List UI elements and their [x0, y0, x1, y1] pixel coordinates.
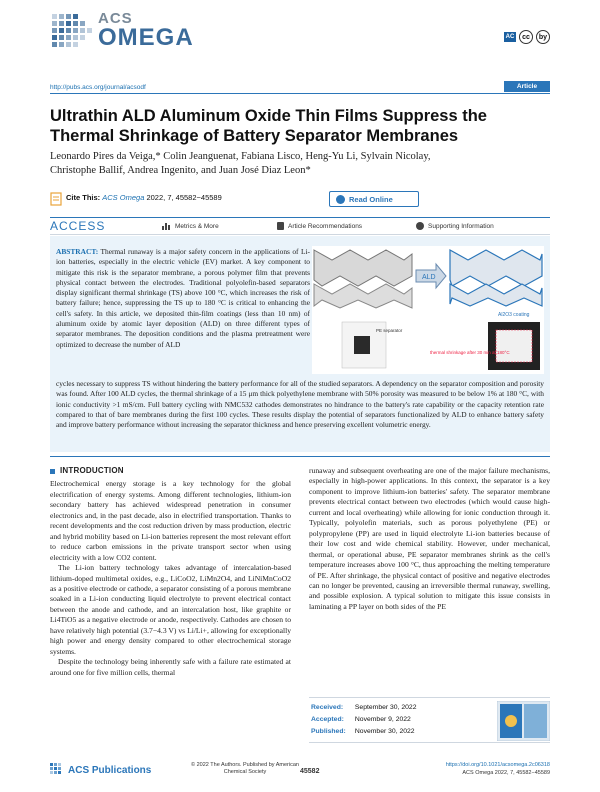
supporting-info-label: Supporting Information	[428, 222, 494, 230]
publisher-name: ACS Publications	[68, 764, 152, 776]
abstract-text-part1	[56, 247, 310, 350]
intro-paragraph-1: Electrochemical energy storage is a key technology for the global electrification of energy systems. Among different technologies, lithium-ion secondary battery has achieved widespread penetration in consumer electronics and, in the past decade, also in electrified transportation. Thanks to recent developments and the cost reduction driven by mass production, electric and hybrid mobility based on Li-ion batteries represent the most relevant effort to reduce carbon emissions in the private transport sector when using electricity with a low CO2 content.	[50, 479, 291, 562]
abstract-body-1: Thermal runaway is a major safety concern in the applications of Li-ion batteries, especially in the electric vehicle (EV) market. A key component to mitigate this risk is the separator membrane, a porous polymer film that prevents physical contact between the electrodes. Traditional polyolefin-based separators display significant thermal shrinkage (TS) above 100 °C, which increases the risk of battery failure; hence, suppressing the TS up to 180 °C is critical to enhancing the cell's safety. In this article, we deposited thin-film coatings (less than 10 nm) of aluminum oxide by atomic layer deposition (ALD) on three different types of separator membranes. The deposition conditions and the plasma pretreatment were optimized to decrease the number of ALD	[56, 247, 310, 349]
cite-label: Cite This:	[66, 193, 101, 202]
supporting-info-icon	[416, 222, 424, 230]
section-bullet-icon	[50, 469, 55, 474]
copyright-notice: © 2022 The Authors. Published by American Chemical Society	[191, 762, 299, 775]
accepted-date	[311, 716, 411, 723]
metrics-icon	[162, 222, 171, 230]
acs-authorchoice-badge: AC	[505, 34, 515, 40]
pe-separator-label: PE separator	[376, 328, 403, 333]
supporting-info-link[interactable]	[416, 222, 494, 230]
logo-omega-text: OMEGA	[98, 24, 194, 51]
page-number: 45582	[300, 768, 320, 775]
metrics-link[interactable]	[162, 222, 219, 230]
article-type-badge: Article	[504, 81, 550, 92]
ald-label: ALD	[422, 274, 436, 281]
abstract-box	[50, 236, 550, 452]
shrinkage-caption: thermal shrinkage after 30 min at 180°C	[430, 350, 510, 355]
recommendations-link[interactable]	[277, 222, 362, 230]
doi-link[interactable]: https://doi.org/10.1021/acsomega.2c06318	[445, 762, 550, 768]
received-label: Received:	[311, 704, 344, 711]
shrinkage-photo-coated	[488, 322, 540, 370]
read-online-label: Read Online	[349, 194, 393, 204]
published-value: November 30, 2022	[354, 728, 415, 735]
recommendations-label: Article Recommendations	[288, 222, 363, 230]
pe-mesh-left	[314, 250, 412, 308]
received-date	[311, 704, 416, 711]
body-divider	[50, 456, 550, 457]
accepted-label: Accepted:	[311, 716, 344, 723]
introduction-heading[interactable]	[50, 466, 291, 476]
pe-mesh-right	[450, 250, 542, 306]
cite-ref: 2022, 7, 45582−45589	[146, 193, 222, 202]
acs-omega-logo-icon	[50, 12, 94, 50]
access-bar	[50, 217, 550, 235]
header-divider	[50, 93, 550, 94]
acs-publications-logo[interactable]	[50, 763, 151, 777]
journal-cover-thumbnail[interactable]	[497, 701, 550, 741]
cite-icon	[50, 192, 62, 206]
cc-license-icon[interactable]: cc	[519, 30, 533, 44]
toc-graphic	[312, 246, 544, 374]
acs-publications-icon	[50, 763, 64, 777]
accepted-value: November 9, 2022	[354, 716, 411, 723]
doi-block	[446, 762, 550, 777]
column-right	[309, 466, 550, 612]
read-online-button[interactable]	[329, 191, 419, 207]
cite-reference[interactable]	[66, 193, 222, 202]
metrics-label: Metrics & More	[175, 222, 219, 230]
introduction-heading-label: INTRODUCTION	[60, 466, 124, 475]
author-line-1[interactable]: Leonardo Pires da Veiga,* Colin Jeanguenat, Fabiana Lisco, Heng-Yu Li, Sylvain Nicolay,	[50, 151, 431, 162]
coating-label: Al2O3 coating	[498, 312, 530, 318]
published-date	[311, 728, 415, 735]
author-list	[50, 150, 530, 178]
recommendations-icon	[277, 222, 284, 230]
abstract-label: ABSTRACT:	[56, 247, 99, 256]
author-line-2[interactable]: Christophe Ballif, Andrea Ingenito, and Juan José Diaz Leon*	[50, 165, 311, 176]
article-title: Ultrathin ALD Aluminum Oxide Thin Films Suppress the Thermal Shrinkage of Battery Separator Membranes	[50, 107, 487, 145]
column-left	[50, 466, 291, 678]
access-title: ACCESS	[50, 219, 106, 233]
intro-paragraph-2: The Li-ion battery technology takes advantage of intercalation-based lithium-doped multimetal oxides, e.g., LiCoO2, LiMn2O4, and LiNiMnCoO2 as a positive electrode or cathode, a separator consisting of a porous membrane soaked in a Li-ion conducting liquid electrolyte to prevent electrical contact between the anode and cathode, and an intercalation host, like graphite or Li4TiO5 as a negative electrode or anode, respectively. Cathodes are chosen to have relatively high potential (3.7−4.3 V) vs Li/Li+, allowing for exceptionally high power and energy density compared to other electrochemical storage systems.	[50, 563, 291, 656]
footer-citation: ACS Omega 2022, 7, 45582−45589	[462, 769, 550, 776]
published-label: Published:	[311, 728, 346, 735]
cite-journal: ACS Omega	[102, 193, 145, 202]
read-online-icon	[336, 195, 345, 204]
received-value: September 30, 2022	[354, 704, 417, 711]
license-icons	[504, 30, 550, 44]
intro-paragraph-4: runaway and subsequent overheating are one of the major failure mechanisms, especially in high-power applications. In this context, the separator is a key component to improve lithium-ion batteries' safety. The separator membrane prevents electrical contact between two electrodes (which would cause high-current and local overheating) while allowing for ionic conduction through it. Typically, polyolefin materials, such as porous polyethylene (PE) or polypropylene (PP) are used in liquid electrolyte Li-ion batteries because of their low cost and wide chemical stability. However, under mechanical, thermal, or operational abuse, PE separator membranes shrink as the cell's temperature increases above 100 °C, thus approaching the melting temperature of PE. After shrinkage, the physical contact of positive and negative electrodes can no longer be prevented, causing an irreversible thermal runaway, swelling, and possible explosion. A typical solution to mitigate this issue consists in laminating a PP layer on both sides of the PE	[309, 466, 550, 611]
logo-acs-text: ACS	[98, 10, 133, 27]
by-license-icon[interactable]: by	[536, 30, 550, 44]
journal-logo[interactable]	[50, 10, 194, 54]
cite-bar	[50, 188, 550, 210]
abstract-text-part2: cycles necessary to suppress TS without hindering the battery performance for all of the studied separators. A dependency on the separator composition and porosity was found. After 100 ALD cycles, the thermal shrinkage of a 15 μm thick polyethylene membrane with 50% porosity was measured to be below 1% at 180 °C, with ionic conductivity >1 mS/cm. Full battery cycling with NMC532 cathodes demonstrates no hindrance to the battery's rate capability or the capacity retention rate compared to that of bare membranes during the first 100 cycles. These results display the potential of separators functionalized by ALD to enhance battery safety and improve battery performance without increasing the separator thickness and hence preserving excellent volumetric energy.	[56, 379, 544, 430]
intro-paragraph-3: Despite the technology being inherently safe with a failure rate estimated at around one for five million cells, thermal	[50, 657, 291, 677]
journal-url-link[interactable]: http://pubs.acs.org/journal/acsodf	[50, 84, 146, 91]
